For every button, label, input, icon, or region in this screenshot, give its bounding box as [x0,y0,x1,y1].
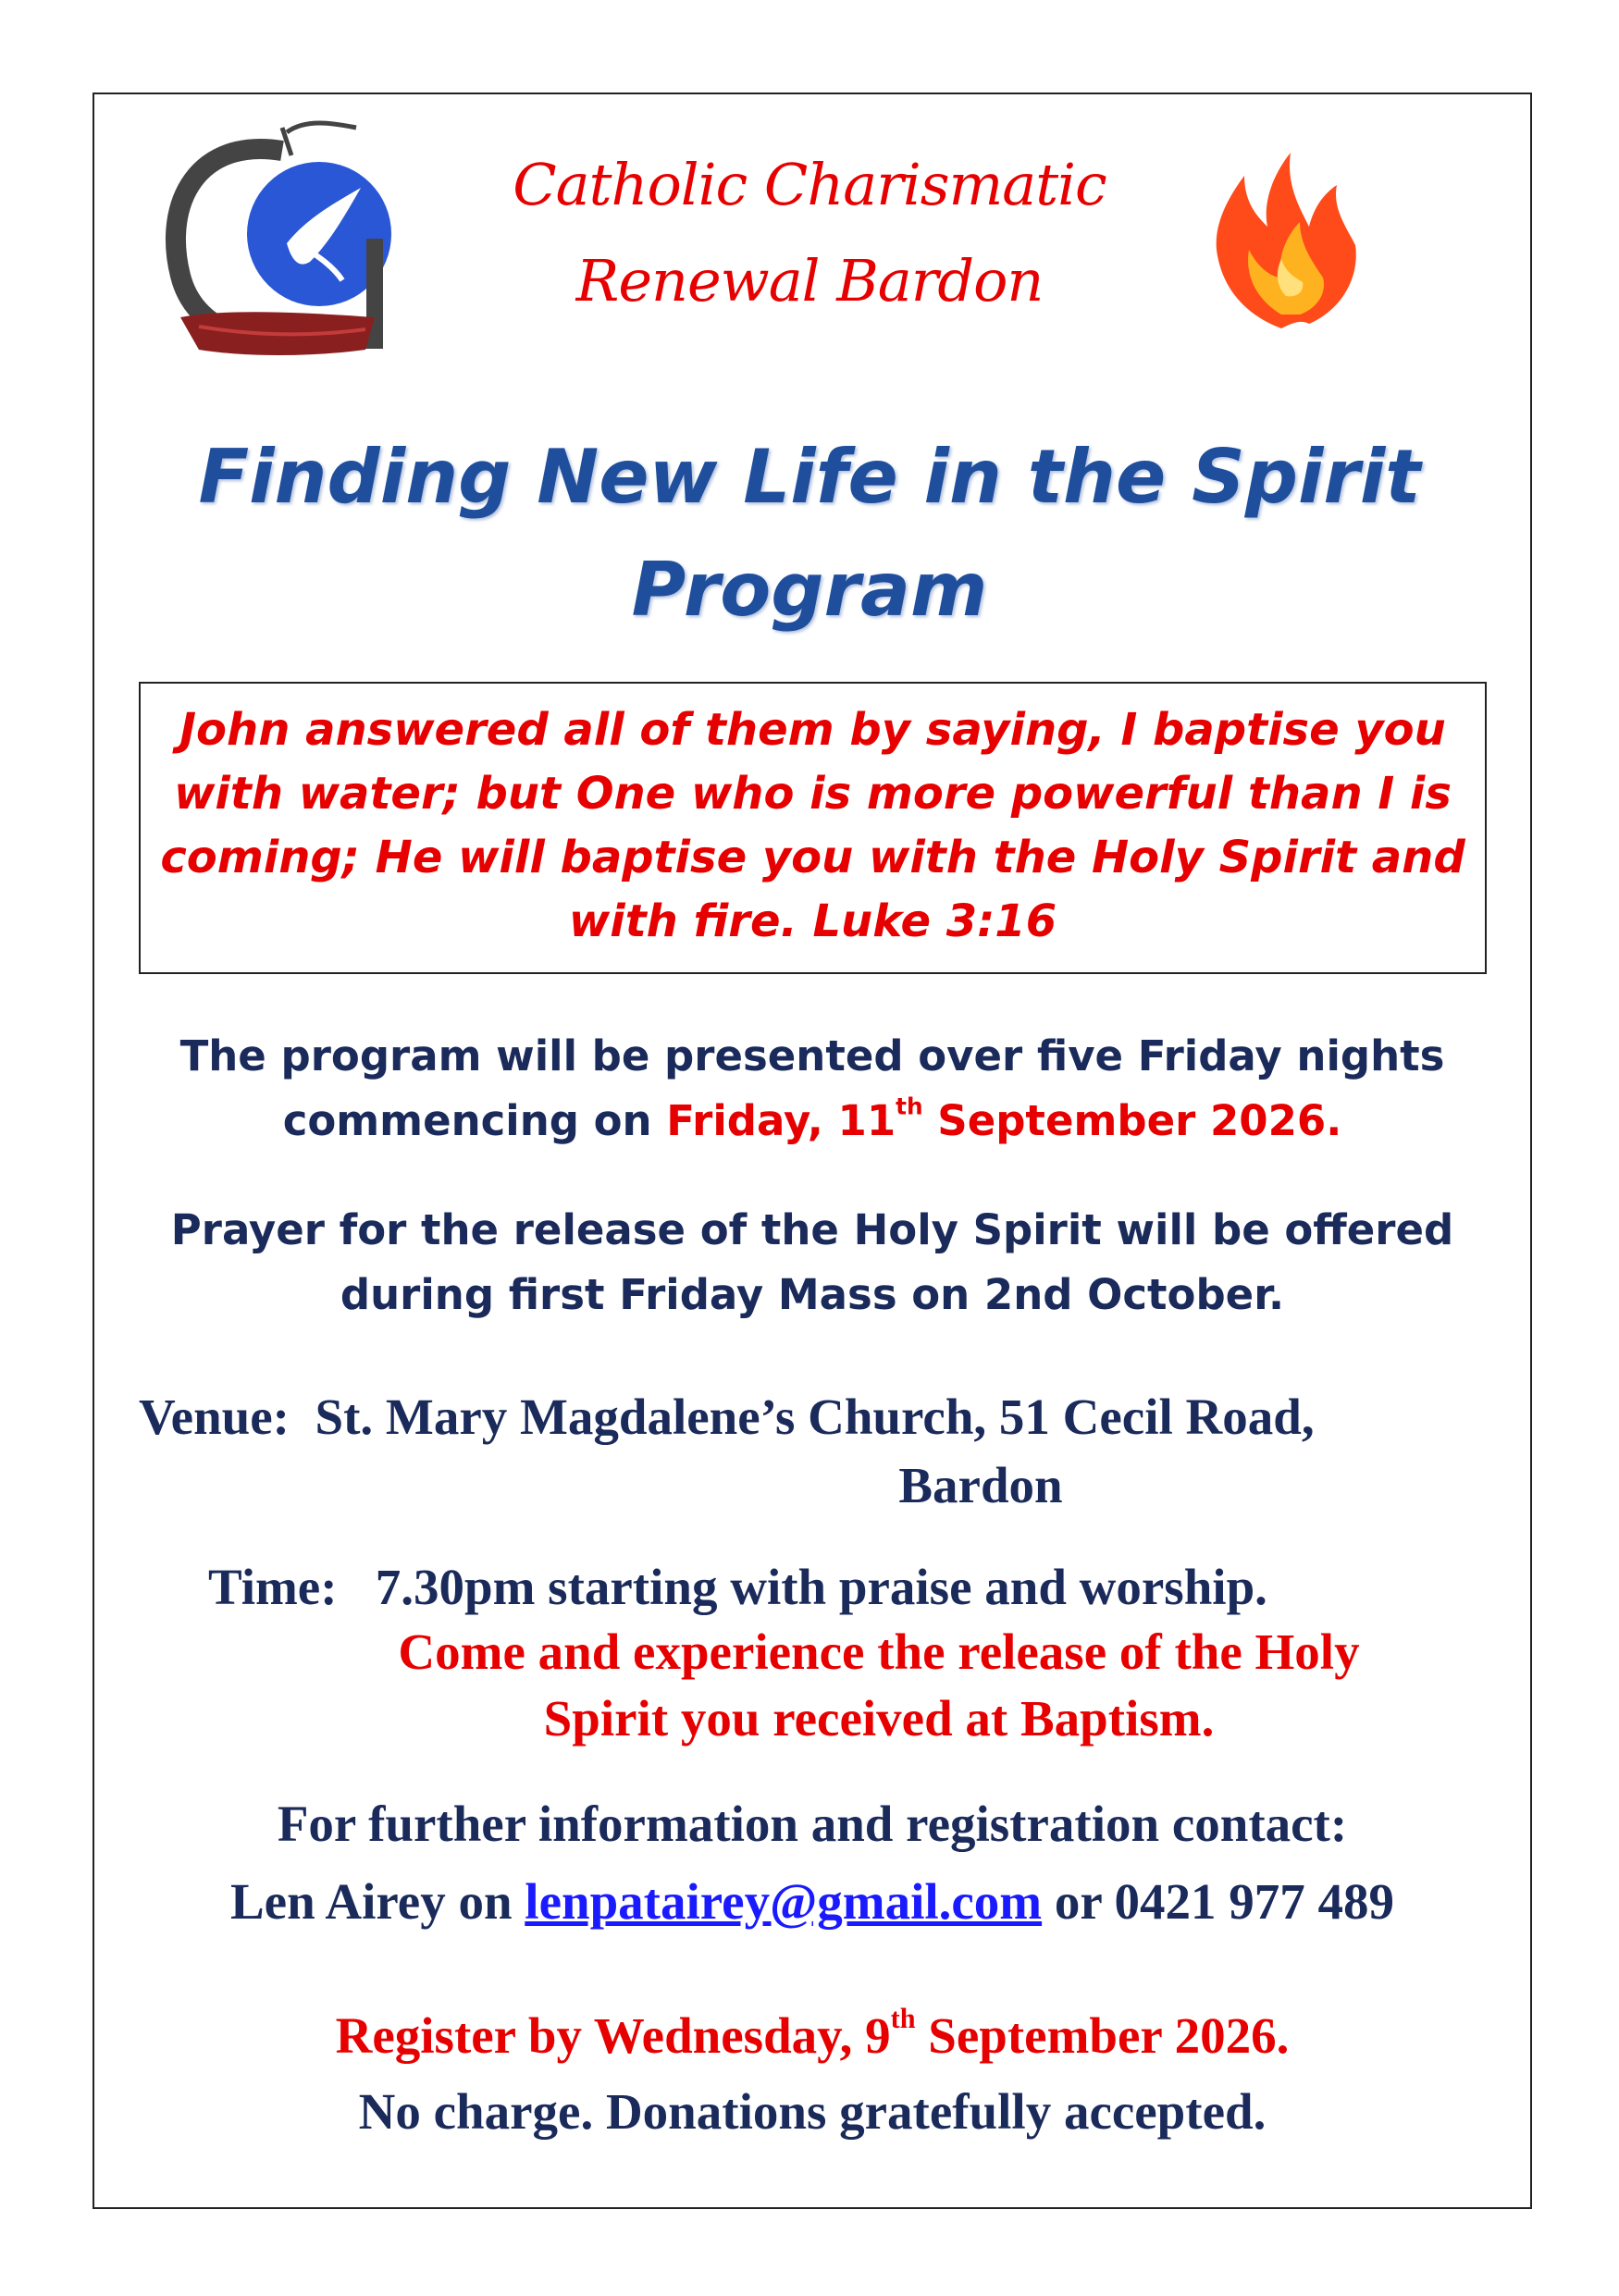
contact-info [111,1785,1514,1941]
scripture-verse [153,698,1473,954]
invitation-line2: Spirit you received at Baptism. [543,1690,1215,1747]
register-deadline [111,1998,1514,2074]
time-value: 7.30pm starting with praise and worship. [375,1559,1267,1615]
verse-line3: coming; He will baptise you with the Holy Spirit and [160,832,1465,883]
venue-line2: Bardon [898,1457,1063,1513]
prayer-line1: Prayer for the release of the Holy Spirit will be offered [170,1205,1454,1254]
program-schedule [111,1024,1514,1154]
organization-name [444,137,1175,329]
register-suffix-sup: th [890,2002,916,2034]
venue-label: Venue: [139,1389,290,1445]
verse-line2: with water; but One who is more powerful than I is [174,768,1452,820]
invitation [278,1619,1480,1752]
time-label: Time: [208,1559,338,1615]
ccr-dove-logo-icon [143,118,393,368]
prayer-line2: during first Friday Mass on 2nd October. [340,1270,1285,1319]
time [208,1554,1522,1621]
verse-line4: with fire. Luke 3:16 [568,895,1057,947]
page-title [185,421,1434,647]
program-line1: The program will be presented over five Friday nights [179,1031,1445,1080]
invitation-line1: Come and experience the release of the Holy [398,1623,1360,1680]
contact-line2 [111,1863,1514,1941]
register-prefix: Register by Wednesday, 9 [335,2007,891,2064]
email-link[interactable]: lenpatairey@gmail.com [525,1873,1043,1930]
contact-phone: or 0421 977 489 [1042,1873,1395,1930]
start-date-rest: September 2026. [922,1096,1342,1145]
page-title-line2: Program [631,547,988,633]
program-line2 [111,1089,1514,1154]
contact-line1: For further information and registration contact: [277,1796,1348,1852]
registration-info [111,1998,1514,2150]
program-line2-prefix: commencing on [282,1096,667,1145]
page-title-line1: Finding New Life in the Spirit [198,434,1421,520]
holy-spirit-flame-icon [1193,139,1378,333]
organization-name-line1: Catholic Charismatic [513,151,1106,218]
no-charge-note: No charge. Donations gratefully accepted. [358,2083,1267,2140]
contact-name: Len Airey on [229,1873,525,1930]
venue [139,1384,1508,1450]
venue-line1: St. Mary Magdalene’s Church, 51 Cecil Road, [315,1389,1315,1445]
organization-name-line2: Renewal Bardon [575,247,1044,315]
start-date [666,1092,1342,1145]
prayer-note [111,1198,1514,1327]
register-suffix: September 2026. [915,2007,1290,2064]
start-date-day: Friday, 11 [666,1096,896,1145]
start-date-suffix: th [896,1092,923,1120]
verse-line1: John answered all of them by saying, I baptise you [179,704,1446,756]
